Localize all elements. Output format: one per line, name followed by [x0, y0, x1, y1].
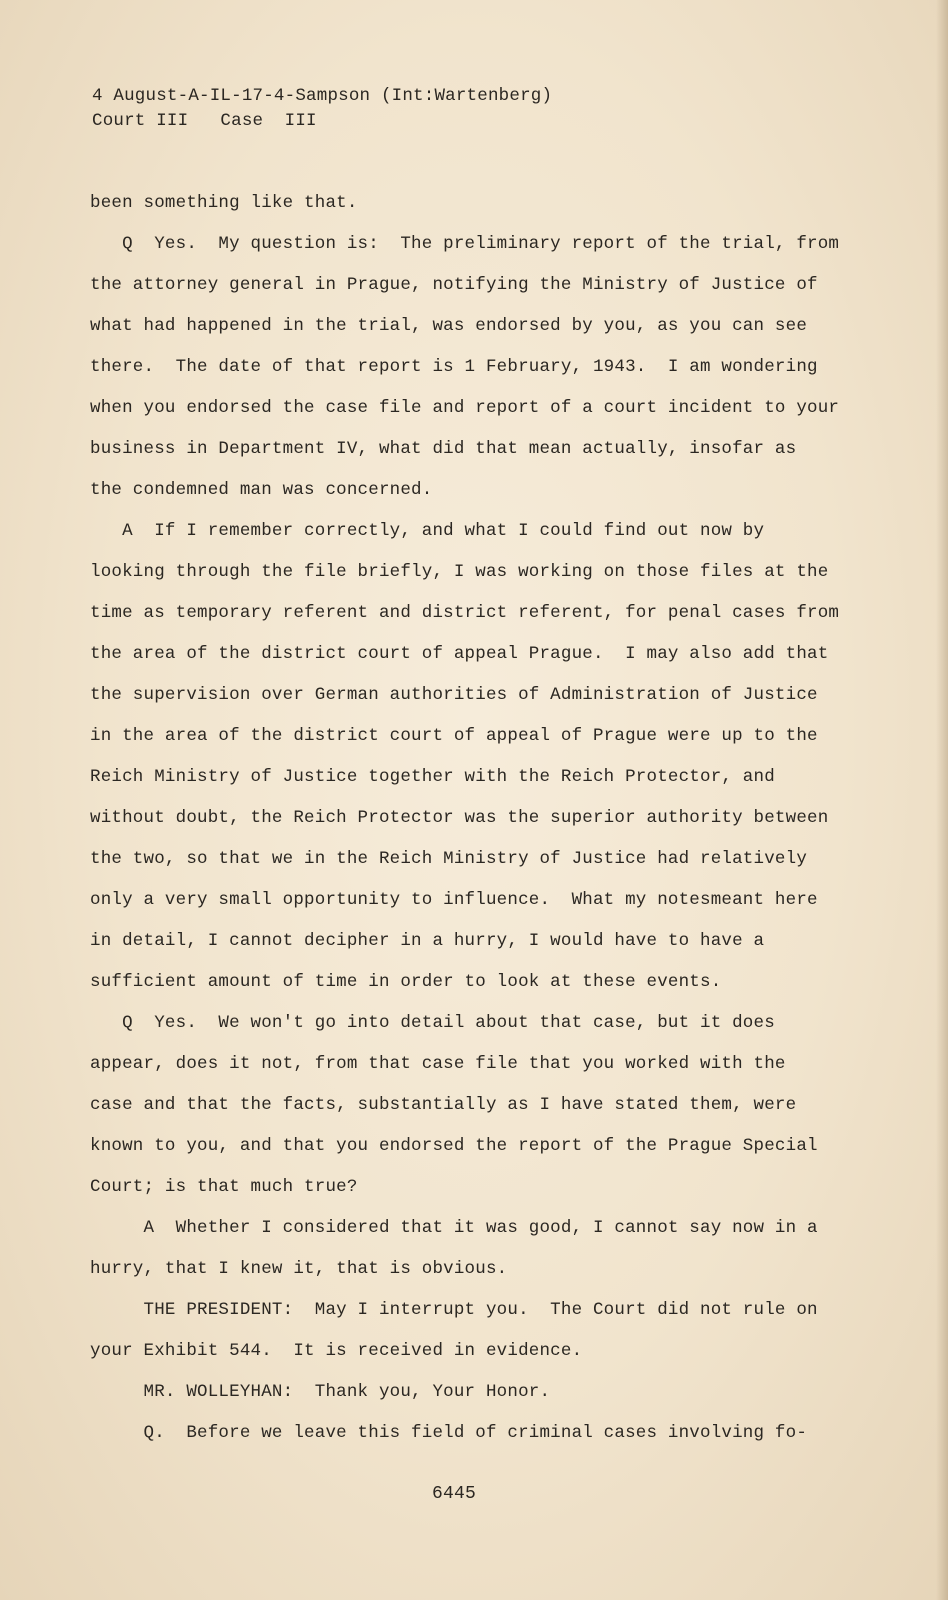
text-line: your Exhibit 544. It is received in evidence. [90, 1341, 583, 1361]
text-line: what had happened in the trial, was endorsed by you, as you can see [90, 316, 808, 336]
text-line: when you endorsed the case file and report of a court incident to your [90, 398, 840, 418]
text-line: the attorney general in Prague, notifying the Ministry of Justice of [90, 275, 818, 295]
text-line: MR. WOLLEYHAN: Thank you, Your Honor. [90, 1382, 551, 1402]
text-line: only a very small opportunity to influence. What my notesmeant here [90, 890, 818, 910]
text-line: Q Yes. We won't go into detail about that case, but it does [90, 1013, 775, 1033]
text-line: the condemned man was concerned. [90, 480, 433, 500]
text-line: without doubt, the Reich Protector was the superior authority between [90, 808, 829, 828]
text-line: the supervision over German authorities of Administration of Justice [90, 685, 818, 705]
text-line: hurry, that I knew it, that is obvious. [90, 1259, 508, 1279]
text-line: appear, does it not, from that case file that you worked with the [90, 1054, 786, 1074]
text-line: THE PRESIDENT: May I interrupt you. The Court did not rule on [90, 1300, 818, 1320]
document-header [92, 84, 552, 134]
page-number: 6445 [432, 1484, 477, 1504]
text-line: the two, so that we in the Reich Ministry of Justice had relatively [90, 849, 808, 869]
text-line: there. The date of that report is 1 February, 1943. I am wondering [90, 357, 818, 377]
text-line: sufficient amount of time in order to look at these events. [90, 972, 722, 992]
text-line: looking through the file briefly, I was working on those files at the [90, 562, 829, 582]
header-line-2: Court III Case III [92, 111, 317, 131]
text-line: Q Yes. My question is: The preliminary report of the trial, from [90, 234, 840, 254]
text-line: A If I remember correctly, and what I could find out now by [90, 521, 765, 541]
text-line: Q. Before we leave this field of criminal cases involving fo- [90, 1423, 808, 1443]
text-line: been something like that. [90, 193, 358, 213]
text-line: Reich Ministry of Justice together with the Reich Protector, and [90, 767, 775, 787]
page-edge-shadow [936, 0, 948, 1600]
text-line: known to you, and that you endorsed the report of the Prague Special [90, 1136, 818, 1156]
text-line: business in Department IV, what did that mean actually, insofar as [90, 439, 797, 459]
header-line-1: 4 August-A-IL-17-4-Sampson (Int:Wartenberg) [92, 86, 553, 106]
text-line: the area of the district court of appeal Prague. I may also add that [90, 644, 829, 664]
text-line: case and that the facts, substantially as I have stated them, were [90, 1095, 797, 1115]
text-line: time as temporary referent and district referent, for penal cases from [90, 603, 840, 623]
text-line: A Whether I considered that it was good, I cannot say now in a [90, 1218, 818, 1238]
text-line: Court; is that much true? [90, 1177, 358, 1197]
text-line: in detail, I cannot decipher in a hurry, I would have to have a [90, 931, 765, 951]
text-line: in the area of the district court of appeal of Prague were up to the [90, 726, 818, 746]
